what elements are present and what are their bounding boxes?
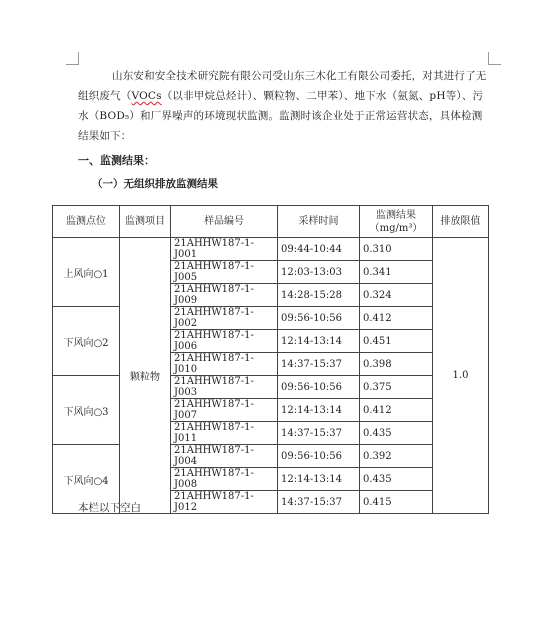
header-sample: 样品编号 (171, 206, 278, 238)
table-header-row (53, 206, 489, 238)
table-row (53, 445, 489, 468)
result-cell: 0.435 (360, 468, 433, 491)
monitoring-point-cell: 下风向○3 (53, 376, 120, 445)
blank-below-note: 本栏以下空白 (78, 502, 141, 514)
intro-paragraph (78, 66, 490, 146)
header-result: 监测结果（mg/m³） (360, 206, 433, 238)
table-row (53, 307, 489, 330)
monitoring-table (52, 205, 489, 514)
subsection-title: （一）无组织排放监测结果 (92, 178, 218, 190)
sample-id-cell: 21AHHW187-1-J012 (171, 491, 278, 514)
sampling-time-cell: 09:44-10:44 (278, 238, 360, 261)
sample-id-cell: 21AHHW187-1-J005 (171, 261, 278, 284)
result-cell: 0.451 (360, 330, 433, 353)
sampling-time-cell: 14:37-15:37 (278, 491, 360, 514)
header-time: 采样时间 (278, 206, 360, 238)
sampling-time-cell: 09:56-10:56 (278, 445, 360, 468)
sampling-time-cell: 12:03-13:03 (278, 261, 360, 284)
table-row (53, 238, 489, 261)
monitoring-point-cell: 下风向○2 (53, 307, 120, 376)
result-cell: 0.310 (360, 238, 433, 261)
result-cell: 0.398 (360, 353, 433, 376)
sample-id-cell: 21AHHW187-1-J008 (171, 468, 278, 491)
sample-id-cell: 21AHHW187-1-J004 (171, 445, 278, 468)
result-cell: 0.324 (360, 284, 433, 307)
sample-id-cell: 21AHHW187-1-J001 (171, 238, 278, 261)
sampling-time-cell: 14:37-15:37 (278, 422, 360, 445)
intro-text-1: 山东安和安全技术研究院有限公司受山东三木化工有限公司委托，对其进行了无组织废气（ (78, 70, 487, 102)
page-corner-mark-left (66, 52, 79, 65)
table-row (53, 376, 489, 399)
result-cell: 0.435 (360, 422, 433, 445)
page-corner-mark-right (488, 52, 501, 65)
result-cell: 0.341 (360, 261, 433, 284)
sampling-time-cell: 12:14-13:14 (278, 468, 360, 491)
section-title: 一、监测结果： (78, 154, 155, 167)
sampling-time-cell: 09:56-10:56 (278, 307, 360, 330)
sample-id-cell: 21AHHW187-1-J010 (171, 353, 278, 376)
monitoring-point-cell: 下风向○4 (53, 445, 120, 514)
table-body (53, 238, 489, 514)
sampling-time-cell: 14:37-15:37 (278, 353, 360, 376)
sampling-time-cell: 12:14-13:14 (278, 399, 360, 422)
intro-text-2: （以非甲烷总烃计）、颗粒物、二甲苯）、地下水（氨氮、pH等）、污水（BOD₅）和厂界噪声的环境现状监测。监测时该企业处于正常运营状态，具体检测结果如下： (78, 90, 484, 142)
sample-id-cell: 21AHHW187-1-J003 (171, 376, 278, 399)
monitoring-item-cell: 颗粒物 (120, 238, 171, 514)
result-cell: 0.392 (360, 445, 433, 468)
sample-id-cell: 21AHHW187-1-J007 (171, 399, 278, 422)
voc-term: VOCs (131, 90, 162, 102)
sampling-time-cell: 14:28-15:28 (278, 284, 360, 307)
result-cell: 0.415 (360, 491, 433, 514)
sampling-time-cell: 12:14-13:14 (278, 330, 360, 353)
sample-id-cell: 21AHHW187-1-J002 (171, 307, 278, 330)
sample-id-cell: 21AHHW187-1-J006 (171, 330, 278, 353)
sample-id-cell: 21AHHW187-1-J011 (171, 422, 278, 445)
header-limit: 排放限值 (433, 206, 489, 238)
result-cell: 0.412 (360, 307, 433, 330)
header-point: 监测点位 (53, 206, 120, 238)
result-cell: 0.375 (360, 376, 433, 399)
sample-id-cell: 21AHHW187-1-J009 (171, 284, 278, 307)
header-item: 监测项目 (120, 206, 171, 238)
result-cell: 0.412 (360, 399, 433, 422)
emission-limit-cell: 1.0 (433, 238, 489, 514)
monitoring-point-cell: 上风向○1 (53, 238, 120, 307)
sampling-time-cell: 09:56-10:56 (278, 376, 360, 399)
